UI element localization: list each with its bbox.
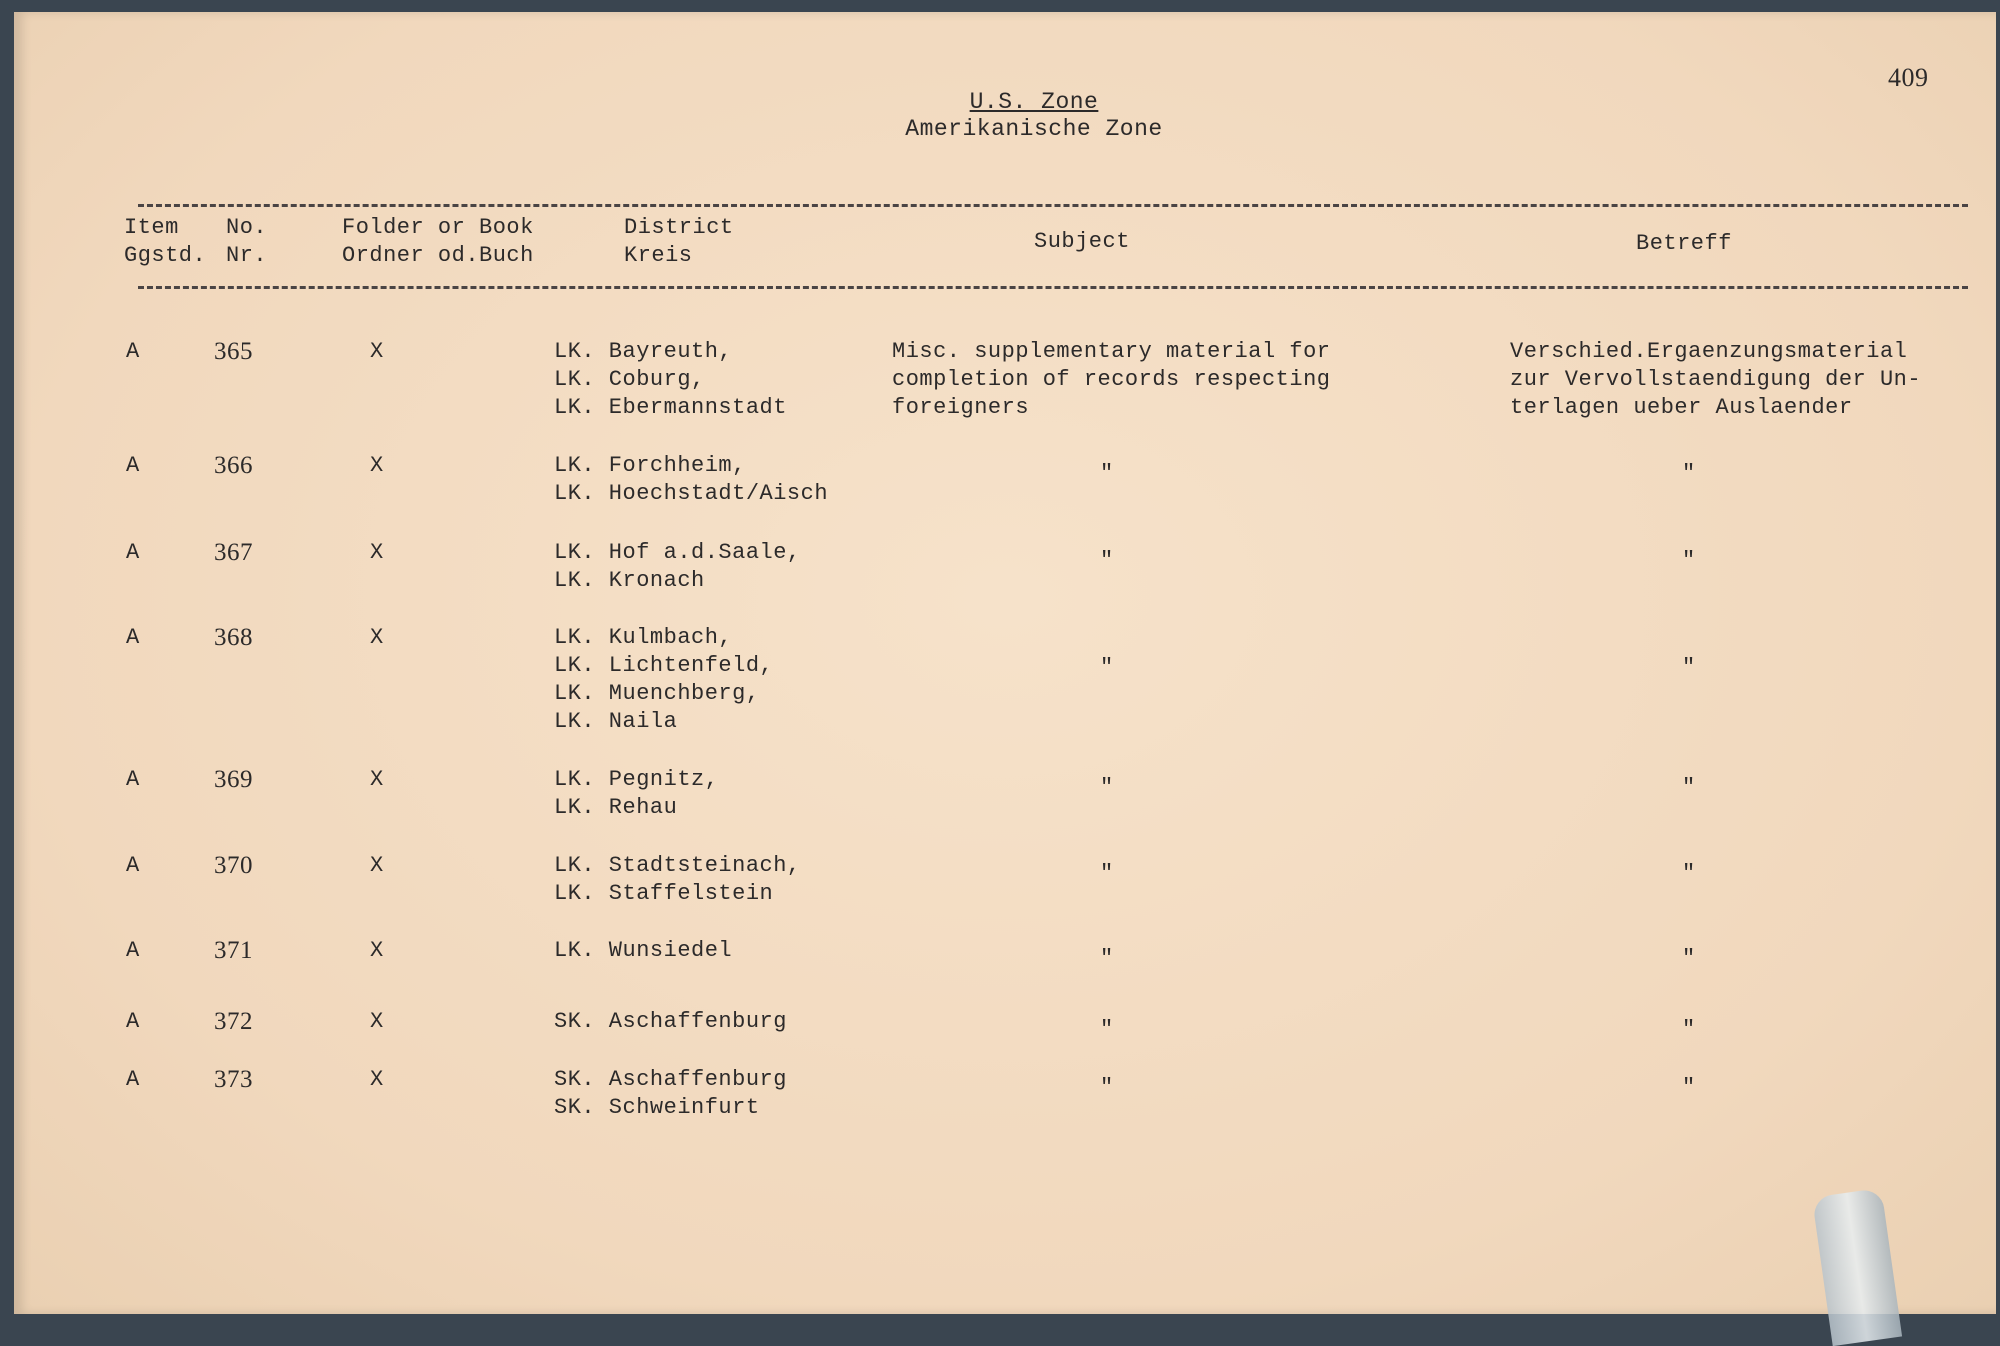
- row-subject-ditto: ": [1100, 1075, 1114, 1100]
- header-folder: Folder or Book: [342, 215, 534, 240]
- row-subject: completion of records respecting: [892, 367, 1331, 392]
- header-district: District: [624, 215, 734, 240]
- row-subject-ditto: ": [1100, 655, 1114, 680]
- row-item: A: [126, 625, 140, 650]
- row-subject-ditto: ": [1100, 861, 1114, 886]
- row-district: LK. Bayreuth,: [554, 339, 733, 364]
- row-subject-ditto: ": [1100, 1017, 1114, 1042]
- row-folder: X: [370, 1009, 384, 1034]
- row-subject: Misc. supplementary material for: [892, 339, 1331, 364]
- header-betreff: Betreff: [1636, 231, 1732, 256]
- row-district: LK. Ebermannstadt: [554, 395, 787, 420]
- row-folder: X: [370, 938, 384, 963]
- row-subject-ditto: ": [1100, 461, 1114, 486]
- row-subject-ditto: ": [1100, 946, 1114, 971]
- row-folder: X: [370, 625, 384, 650]
- row-item: A: [126, 453, 140, 478]
- row-number: 371: [214, 937, 253, 964]
- header-subject: Subject: [1034, 229, 1130, 254]
- document-page: [14, 12, 1996, 1314]
- row-number: 368: [214, 624, 253, 651]
- row-betreff-ditto: ": [1682, 461, 1696, 486]
- row-folder: X: [370, 453, 384, 478]
- row-folder: X: [370, 1067, 384, 1092]
- row-folder: X: [370, 853, 384, 878]
- header-no-de: Nr.: [226, 243, 268, 268]
- header-no: No.: [226, 215, 268, 240]
- row-number: 369: [214, 766, 253, 793]
- row-district: LK. Pegnitz,: [554, 767, 719, 792]
- page-number: 409: [1888, 63, 1929, 92]
- row-district: SK. Aschaffenburg: [554, 1009, 787, 1034]
- row-item: A: [126, 339, 140, 364]
- row-district: LK. Coburg,: [554, 367, 705, 392]
- row-betreff: Verschied.Ergaenzungsmaterial: [1510, 339, 1908, 364]
- row-item: A: [126, 1009, 140, 1034]
- row-betreff-ditto: ": [1682, 775, 1696, 800]
- row-district: LK. Forchheim,: [554, 453, 746, 478]
- row-district: LK. Muenchberg,: [554, 681, 760, 706]
- row-district: LK. Hoechstadt/Aisch: [554, 481, 829, 506]
- row-number: 373: [214, 1066, 253, 1093]
- row-district: LK. Hof a.d.Saale,: [554, 540, 801, 565]
- row-district: LK. Wunsiedel: [554, 938, 733, 963]
- row-district: LK. Staffelstein: [554, 881, 774, 906]
- row-folder: X: [370, 767, 384, 792]
- row-number: 365: [214, 338, 253, 365]
- row-district: LK. Naila: [554, 709, 678, 734]
- row-folder: X: [370, 339, 384, 364]
- row-number: 366: [214, 452, 253, 479]
- row-district: SK. Aschaffenburg: [554, 1067, 787, 1092]
- row-district: LK. Stadtsteinach,: [554, 853, 801, 878]
- row-betreff: terlagen ueber Auslaender: [1510, 395, 1853, 420]
- page-tab: [1812, 1188, 1902, 1346]
- row-betreff-ditto: ": [1682, 1075, 1696, 1100]
- row-item: A: [126, 540, 140, 565]
- header-folder-de: Ordner od.Buch: [342, 243, 534, 268]
- header-top-rule: [138, 204, 1968, 207]
- row-district: SK. Schweinfurt: [554, 1095, 760, 1120]
- row-betreff-ditto: ": [1682, 861, 1696, 886]
- row-district: LK. Kulmbach,: [554, 625, 733, 650]
- page-subtitle: Amerikanische Zone: [905, 116, 1163, 142]
- header-item-de: Ggstd.: [124, 243, 207, 268]
- row-district: LK. Kronach: [554, 568, 705, 593]
- page-title: U.S. Zone: [969, 89, 1099, 115]
- row-betreff-ditto: ": [1682, 1017, 1696, 1042]
- row-betreff-ditto: ": [1682, 946, 1696, 971]
- row-betreff-ditto: ": [1682, 655, 1696, 680]
- row-subject-ditto: ": [1100, 548, 1114, 573]
- row-subject-ditto: ": [1100, 775, 1114, 800]
- row-item: A: [126, 853, 140, 878]
- row-subject: foreigners: [892, 395, 1030, 420]
- header-bottom-rule: [138, 286, 1968, 289]
- row-item: A: [126, 767, 140, 792]
- row-district: LK. Rehau: [554, 795, 678, 820]
- row-betreff-ditto: ": [1682, 548, 1696, 573]
- row-item: A: [126, 938, 140, 963]
- row-number: 372: [214, 1008, 253, 1035]
- row-number: 367: [214, 539, 253, 566]
- row-number: 370: [214, 852, 253, 879]
- row-district: LK. Lichtenfeld,: [554, 653, 774, 678]
- header-district-de: Kreis: [624, 243, 693, 268]
- header-item: Item: [124, 215, 179, 240]
- row-folder: X: [370, 540, 384, 565]
- row-betreff: zur Vervollstaendigung der Un-: [1510, 367, 1922, 392]
- row-item: A: [126, 1067, 140, 1092]
